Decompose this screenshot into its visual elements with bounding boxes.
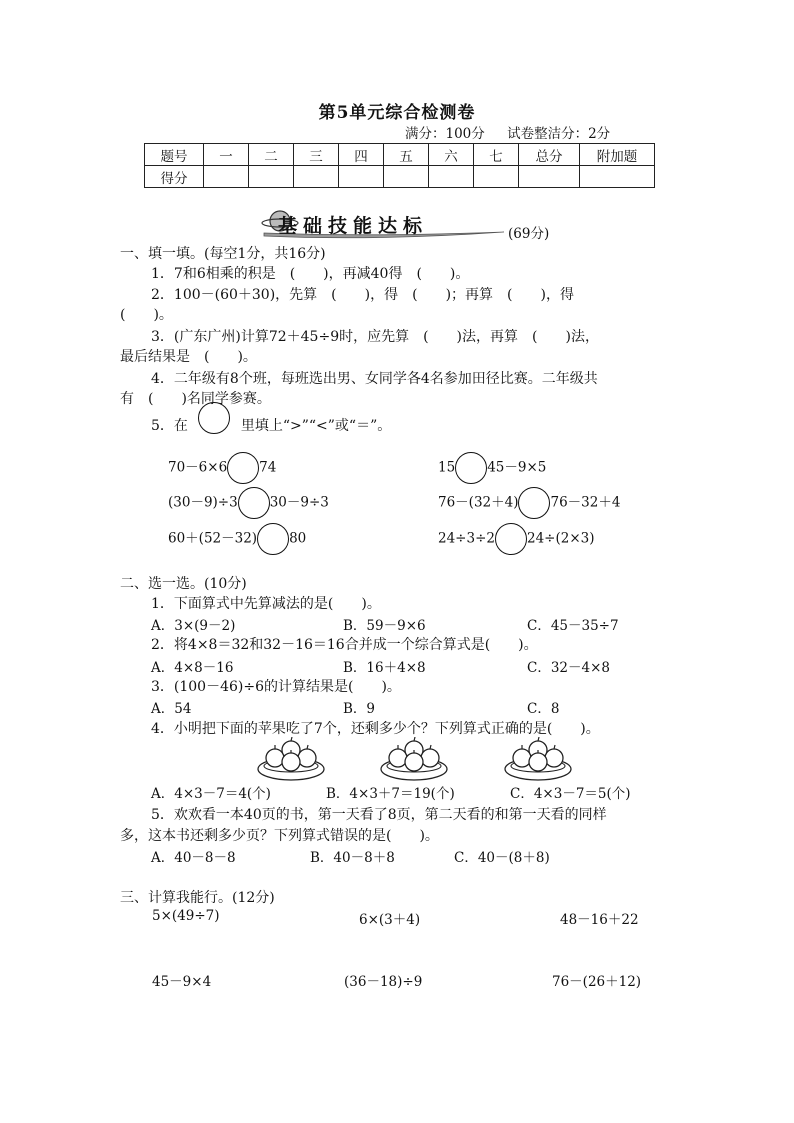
score-table-header: 一 (204, 144, 249, 166)
score-cell[interactable] (519, 166, 580, 188)
score-table-header: 二 (249, 144, 294, 166)
score-cell[interactable] (580, 166, 655, 188)
score-table-header: 六 (429, 144, 474, 166)
compare-circle[interactable] (495, 523, 527, 555)
score-table-header: 五 (384, 144, 429, 166)
compare-right: 45－9×5 (487, 459, 547, 476)
section2-heading: 二、选一选。(10分) (120, 576, 247, 592)
calc-expression: (36－18)÷9 (344, 974, 423, 990)
compare-right: 80 (289, 530, 307, 547)
compare-circle-icon (198, 402, 230, 434)
s2-question-4: 4．小明把下面的苹果吃了7个，还剩多少个？下列算式正确的是( )。 (151, 721, 600, 737)
s1-question-3: 3．(广东广州)计算72＋45÷9时，应先算 ( )法，再算 ( )法， (151, 329, 599, 345)
apple-basket-icon (255, 737, 327, 783)
s2-q3-option[interactable]: C．8 (527, 701, 560, 717)
s2-q3-option[interactable]: A．54 (151, 701, 192, 717)
compare-circle[interactable] (238, 487, 270, 519)
s2-q2-option[interactable]: A．4×8－16 (151, 660, 234, 676)
s2-q4-option[interactable]: C．4×3－7＝5(个) (510, 786, 631, 802)
compare-item (168, 523, 306, 555)
s2-question-3: 3．(100－46)÷6的计算结果是( )。 (151, 679, 401, 695)
score-table (144, 143, 655, 188)
compare-circle[interactable] (257, 523, 289, 555)
calc-expression: 48－16＋22 (560, 912, 639, 928)
s2-q1-option[interactable]: B．59－9×6 (343, 618, 426, 634)
calc-expression: 6×(3＋4) (359, 912, 421, 928)
score-cell[interactable] (384, 166, 429, 188)
neat-score: 试卷整洁分：2分 (507, 126, 611, 142)
score-table-header: 题号 (145, 144, 204, 166)
q5-suffix: 里填上“>”“<”或“＝”。 (240, 418, 392, 434)
s2-question-1: 1．下面算式中先算减法的是( )。 (151, 596, 381, 612)
page-title: 第5单元综合检测卷 (318, 103, 476, 123)
compare-right: 74 (259, 459, 277, 476)
s1-question-4-cont: 有 ( )名同学参赛。 (120, 391, 271, 407)
score-table-header: 七 (474, 144, 519, 166)
compare-left: 15 (438, 459, 456, 476)
apple-basket-icon (378, 737, 450, 783)
s2-question-5-cont: 多，这本书还剩多少页？下列算式错误的是( )。 (120, 828, 439, 844)
score-info (405, 122, 610, 142)
banner-text: 基础技能达标 (278, 215, 429, 237)
score-cell[interactable] (474, 166, 519, 188)
compare-left: 60＋(52－32) (168, 530, 258, 547)
s1-question-5 (151, 410, 391, 442)
compare-item (438, 452, 546, 484)
score-cell[interactable] (249, 166, 294, 188)
score-table-header: 附加题 (580, 144, 655, 166)
calc-expression: 76－(26＋12) (552, 974, 642, 990)
s1-question-2-cont: ( )。 (120, 307, 173, 323)
score-cell[interactable] (429, 166, 474, 188)
full-score: 满分：100分 (405, 126, 485, 142)
score-table-header: 四 (339, 144, 384, 166)
q5-prefix: 5．在 (151, 418, 188, 434)
s2-q1-option[interactable]: C．45－35÷7 (527, 618, 619, 634)
score-table-score-row (145, 166, 655, 188)
s2-q2-option[interactable]: B．16＋4×8 (343, 660, 426, 676)
score-row-label: 得分 (145, 166, 204, 188)
score-table-header-row (145, 144, 655, 166)
compare-right: 76－32＋4 (550, 494, 621, 511)
s2-q4-option[interactable]: B．4×3＋7＝19(个) (326, 786, 455, 802)
compare-left: (30－9)÷3 (168, 494, 238, 511)
compare-circle[interactable] (518, 487, 550, 519)
banner-score: (69分) (508, 226, 550, 242)
compare-item (438, 487, 620, 519)
score-cell[interactable] (294, 166, 339, 188)
apple-basket-icon (502, 737, 574, 783)
score-cell[interactable] (204, 166, 249, 188)
section-banner (256, 207, 506, 241)
score-table-header: 三 (294, 144, 339, 166)
compare-right: 30－9÷3 (269, 494, 329, 511)
s2-q5-option[interactable]: B．40－8＋8 (310, 850, 395, 866)
compare-left: 76－(32＋4) (438, 494, 519, 511)
s2-q5-option[interactable]: A．40－8－8 (151, 850, 236, 866)
compare-left: 24÷3÷2 (438, 530, 495, 547)
s2-q5-option[interactable]: C．40－(8＋8) (454, 850, 550, 866)
s1-question-1: 1．7和6相乘的积是 ( )，再减40得 ( )。 (151, 266, 470, 282)
s2-question-2: 2．将4×8＝32和32－16＝16合并成一个综合算式是( )。 (151, 637, 538, 653)
s1-question-3-cont: 最后结果是 ( )。 (120, 349, 257, 365)
s2-q4-option[interactable]: A．4×3－7＝4(个) (151, 786, 271, 802)
s1-question-4: 4．二年级有8个班，每班选出男、女同学各4名参加田径比赛。二年级共 (151, 371, 598, 387)
s2-question-5: 5．欢欢看一本40页的书，第一天看了8页，第二天看的和第一天看的同样 (151, 807, 607, 823)
score-table-header: 总分 (519, 144, 580, 166)
calc-expression: 45－9×4 (152, 974, 212, 990)
compare-left: 70－6×6 (168, 459, 228, 476)
section1-heading: 一、填一填。(每空1分，共16分) (120, 246, 326, 262)
compare-right: 24÷(2×3) (526, 530, 595, 547)
compare-item (438, 523, 595, 555)
compare-circle[interactable] (227, 452, 259, 484)
calc-expression: 5×(49÷7) (152, 908, 220, 924)
compare-item (168, 487, 329, 519)
compare-circle[interactable] (455, 452, 487, 484)
s1-question-2: 2．100－(60＋30)，先算 ( )，得 ( )；再算 ( )，得 (151, 287, 574, 303)
score-cell[interactable] (339, 166, 384, 188)
s2-q2-option[interactable]: C．32－4×8 (527, 660, 610, 676)
compare-item (168, 452, 276, 484)
s2-q1-option[interactable]: A．3×(9－2) (151, 618, 236, 634)
section3-heading: 三、计算我能行。(12分) (120, 890, 275, 906)
s2-q3-option[interactable]: B．9 (343, 701, 376, 717)
